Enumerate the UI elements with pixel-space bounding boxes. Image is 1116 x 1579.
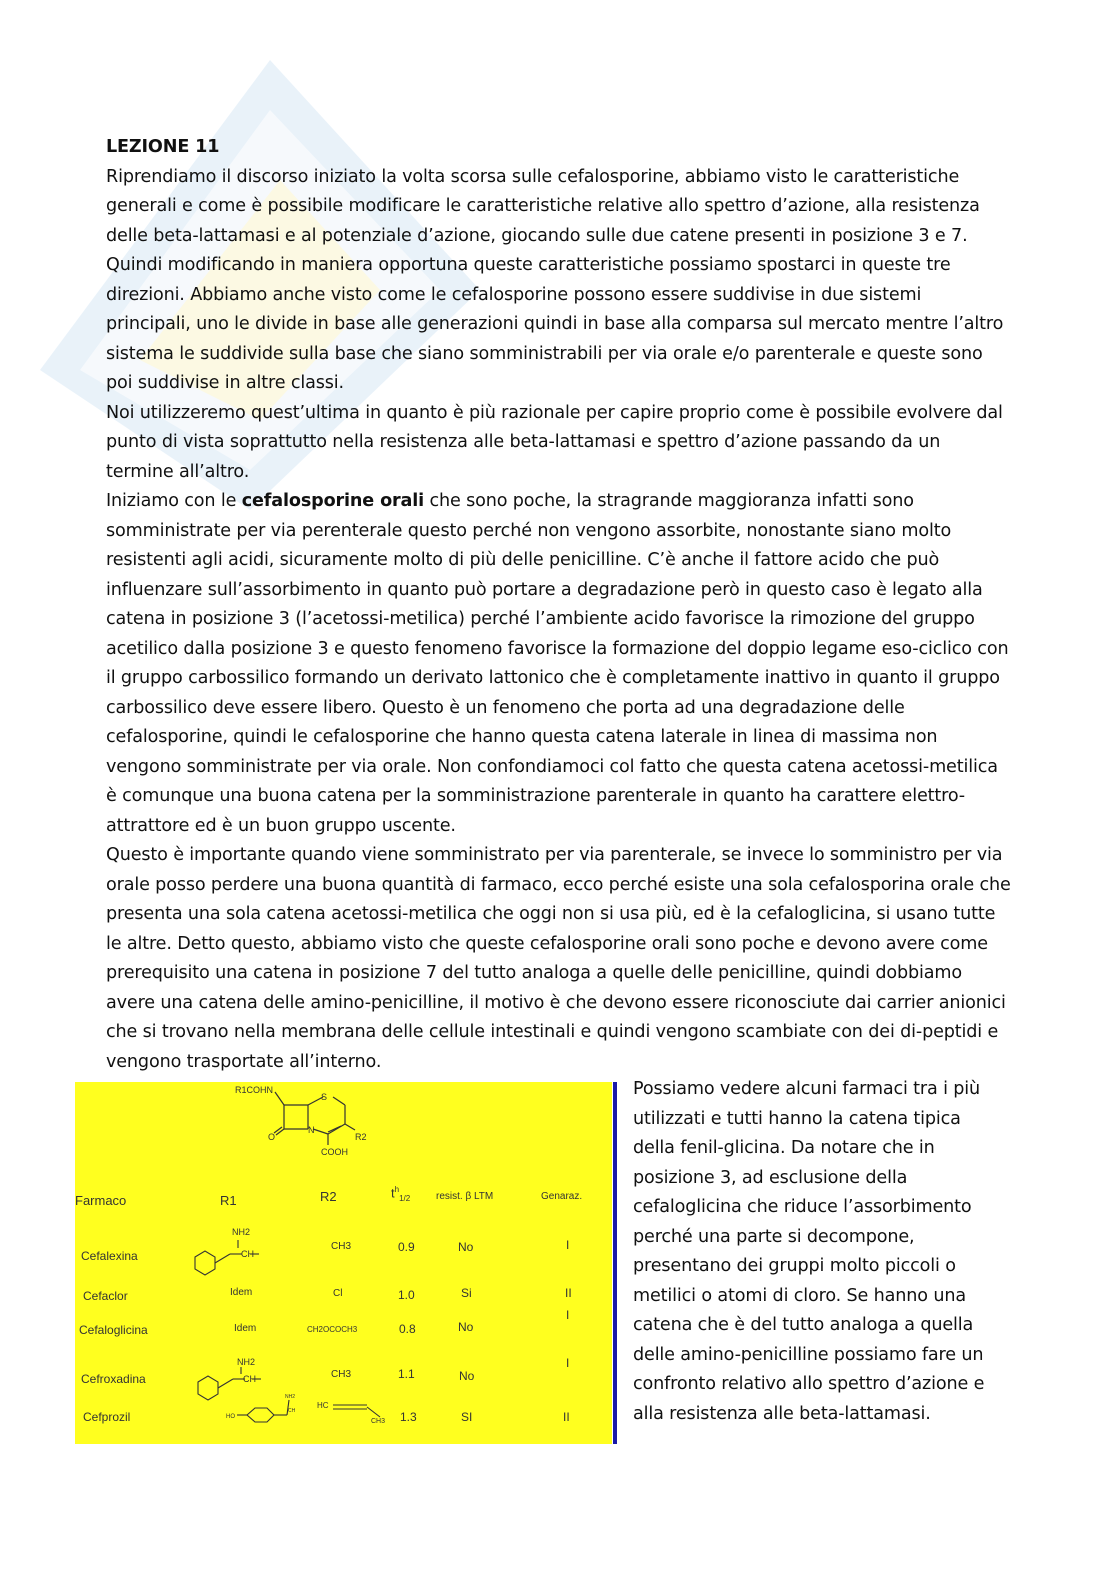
cefprozil-ch-label: CH [288, 1408, 296, 1414]
paragraph-3-start: Iniziamo con le [106, 491, 242, 511]
header-t-half-sup: h [394, 1185, 400, 1194]
row-3-r1: Idem [234, 1323, 257, 1334]
row-3-t-half: 0.8 [399, 1322, 416, 1336]
row-2-resist: Si [461, 1286, 472, 1300]
row-1-resist: No [458, 1240, 474, 1254]
paragraph-1: Riprendiamo il discorso iniziato la volta scorsa sulle cefalosporine, abbiamo visto le caratteristiche generali e come è possibile modificare le caratteristiche relative allo spettro d’azione, alla resistenza delle beta-lattamasi e al potenziale d’azione, giocando sulle due catene presenti in posizione 3 e 7. Quindi modificando in maniera opportuna queste caratteristiche possiamo spostarci in queste tre direzioni. Abbiamo anche visto come le cefalosporine possono essere suddivise in due sistemi principali, uno le divide in base alle generazioni quindi in base alla comparsa sul mercato mentre l’altro sistema le suddivide sulla base che siano somministrabili per via orale e/o parenterale e queste sono poi suddivise in altre classi. [106, 166, 1004, 393]
cephalosporin-table-figure [75, 1082, 612, 1444]
header-farmaco: Farmaco [75, 1193, 127, 1208]
cefprozil-ch3-label: CH3 [371, 1418, 386, 1425]
row-3-name: Cefaloglicina [79, 1323, 148, 1337]
header-generaz: Genaraz. [541, 1191, 583, 1202]
row-4-gen: I [566, 1356, 570, 1370]
main-text [106, 133, 1011, 1077]
scaffold-cooh-label: COOH [321, 1147, 348, 1157]
scaffold-r1-label: R1COHN [235, 1085, 274, 1095]
structure-drawings [75, 1082, 612, 1444]
cefalexina-ch-label: CH [241, 1249, 254, 1259]
lesson-title: LEZIONE 11 [106, 137, 220, 157]
row-1-r2: CH3 [331, 1241, 352, 1252]
row-5-resist: SI [461, 1410, 473, 1424]
cefprozil-ho-label: HO [226, 1414, 235, 1420]
paragraph-3 [106, 487, 1011, 841]
row-5-t-half: 1.3 [400, 1410, 417, 1424]
row-2-name: Cefaclor [83, 1289, 128, 1303]
cefalexina-nh2-label: NH2 [232, 1227, 251, 1237]
row-2-gen: II [565, 1286, 572, 1300]
row-3-r2: CH2OCOCH3 [307, 1325, 358, 1334]
row-1-gen: I [566, 1238, 570, 1252]
row-1-t-half: 0.9 [398, 1240, 415, 1254]
paragraph-2: Noi utilizzeremo quest’ultima in quanto è più razionale per capire proprio come è possibile evolvere dal punto di vista soprattutto nella resistenza alle beta-lattamasi e spettro d’azione passando da un termine all’altro. [106, 402, 1003, 482]
header-r2: R2 [320, 1189, 337, 1204]
row-2-r2: Cl [333, 1288, 343, 1299]
row-3-resist: No [458, 1320, 474, 1334]
cefprozil-nh2-label: NH2 [285, 1394, 296, 1400]
row-4-name: Cefroxadina [81, 1372, 146, 1386]
header-r1: R1 [220, 1193, 237, 1208]
oral-cephalosporins-term: cefalosporine orali [241, 491, 425, 511]
header-resist: resist. β LTM [436, 1191, 494, 1202]
row-2-t-half: 1.0 [398, 1288, 415, 1302]
scaffold-s-label: S [321, 1092, 328, 1102]
row-4-r2: CH3 [331, 1369, 352, 1380]
paragraph-3-rest: che sono poche, la stragrande maggioranza infatti sono somministrate per via perenterale questo perché non vengono assorbite, nonostante siano molto resistenti agli acidi, sicuramente molto di più delle penicilline. C’è anche il fattore acido che può influenzare sull’assorbimento in quanto può portare a degradazione però in questo caso è legato alla catena in posizione 3 (l’acetossi-metilica) perché l’ambiente acido favorisce la rimozione del gruppo acetilico dalla posizione 3 e questo fenomeno favorisce la formazione del doppio legame eso-ciclico con il gruppo carbossilico formando un derivato lattonico che è completamente inattivo in quanto il gruppo carbossilico deve essere libero. Questo è un fenomeno che porta ad una degradazione delle cefalosporine, quindi le cefalosporine che hanno questa catena laterale in linea di massima non vengono somministrate per via orale. Non confondiamoci col fatto che questa catena acetossi-metilica è comunque una buona catena per la somministrazione parenterale in quanto ha carattere elettro-attrattore ed è un buon gruppo uscente. [106, 491, 1009, 836]
row-4-t-half: 1.1 [398, 1367, 415, 1381]
figure-right-border [613, 1082, 617, 1444]
paragraph-4: Questo è importante quando viene somministrato per via parenterale, se invece lo somministro per via orale posso perdere una buona quantità di farmaco, ecco perché esiste una sola cefalosporina orale che presenta una sola catena acetossi-metilica che oggi non si usa più, ed è la cefaloglicina, si usano tutte le altre. Detto questo, abbiamo visto che queste cefalosporine orali sono poche e devono avere come prerequisito una catena in posizione 7 del tutto analoga a quelle delle penicilline, quindi dobbiamo avere una catena delle amino-penicilline, il motivo è che devono essere riconosciute dai carrier anionici che si trovano nella membrana delle cellule intestinali e quindi vengono scambiate con dei di-peptidi e vengono trasportate all’interno. [106, 845, 1011, 1072]
side-paragraph: Possiamo vedere alcuni farmaci tra i più utilizzati e tutti hanno la catena tipica della fenil-glicina. Da notare che in posizione 3, ad esclusione della cefaloglicina che riduce l’assorbimento perché una parte si decompone, presentano dei gruppi molto piccoli o metilici o atomi di cloro. Se hanno una catena che è del tutto analoga a quella delle amino-penicilline possiamo fare un confronto relativo allo spettro d’azione e alla resistenza alle beta-lattamasi. [633, 1079, 985, 1424]
cefprozil-hc-label: HC [317, 1401, 329, 1410]
row-1-name: Cefalexina [81, 1249, 138, 1263]
cefroxadina-nh2-label: NH2 [237, 1357, 256, 1367]
header-t-half-sub: 1/2 [399, 1193, 411, 1203]
scaffold-r2-label: R2 [355, 1132, 367, 1142]
scaffold-n-label: N [308, 1125, 315, 1135]
row-5-name: Cefprozil [83, 1410, 131, 1424]
row-2-r1: Idem [230, 1287, 253, 1298]
cefroxadina-ch-label: CH [243, 1374, 256, 1384]
header-t-half [391, 1185, 410, 1203]
row-4-resist: No [459, 1369, 475, 1383]
row-5-gen: II [563, 1410, 570, 1424]
scaffold-o-label: O [268, 1132, 276, 1142]
row-3-gen: I [566, 1308, 570, 1322]
header-t-half-t: t [391, 1185, 395, 1201]
